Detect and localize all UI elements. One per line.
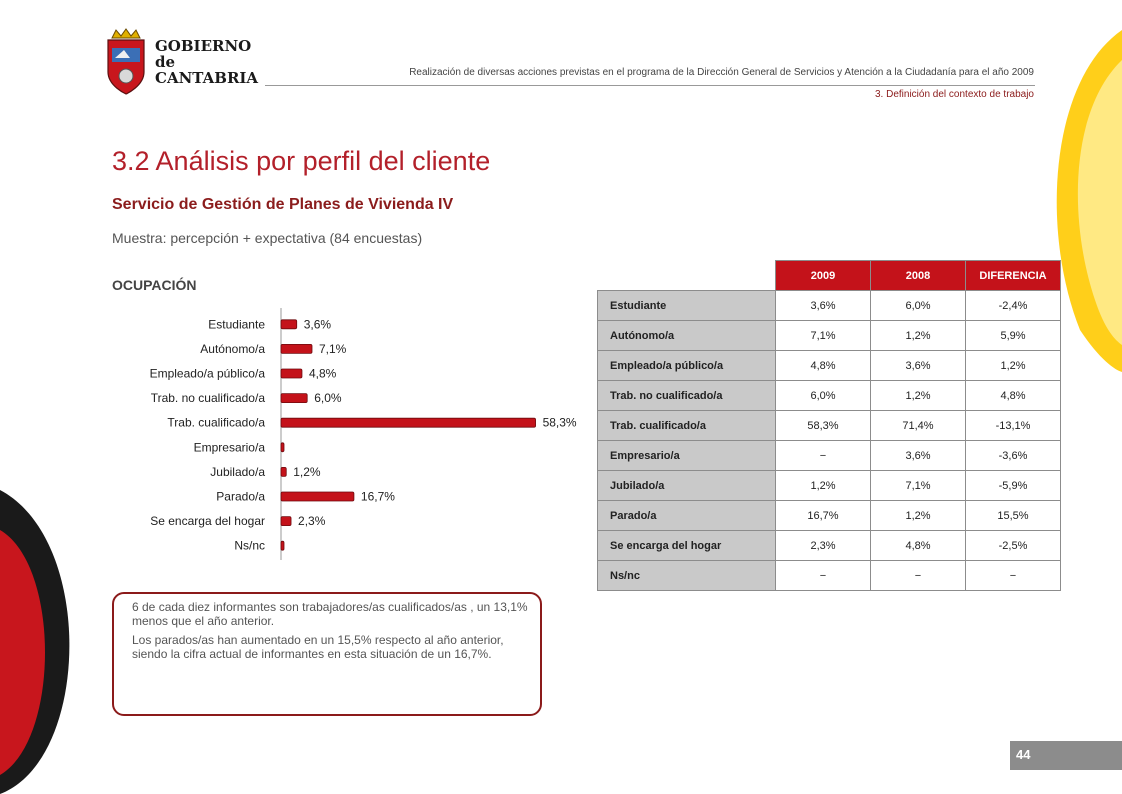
page-number: 44 (1016, 747, 1031, 762)
cell-2009: 7,1% (776, 321, 871, 351)
row-label: Estudiante (598, 291, 776, 321)
cell-difference: -2,5% (966, 531, 1061, 561)
occupation-bar-chart (110, 300, 590, 570)
bar-data-label: 2,3% (298, 514, 326, 529)
comparison-table (597, 260, 1061, 591)
cell-2008: 1,2% (871, 381, 966, 411)
row-label: Se encarga del hogar (598, 531, 776, 561)
cell-difference: -3,6% (966, 441, 1061, 471)
category-label: Jubilado/a (210, 464, 265, 479)
table-row (598, 411, 1061, 441)
row-label: Trab. no cualificado/a (598, 381, 776, 411)
table-header-row (598, 261, 1061, 291)
cell-2008: 1,2% (871, 321, 966, 351)
chart-bar (281, 541, 284, 550)
bar-data-label: 7,1% (319, 341, 347, 356)
table-row (598, 291, 1061, 321)
cell-2009: − (776, 441, 871, 471)
category-label: Se encarga del hogar (150, 514, 265, 529)
table-row (598, 351, 1061, 381)
table-row (598, 561, 1061, 591)
category-label: Ns/nc (234, 538, 265, 553)
logo-line-3: CANTABRIA (155, 69, 259, 87)
cell-2009: − (776, 561, 871, 591)
category-label: Empleado/a público/a (149, 366, 265, 381)
cantabria-coat-of-arms (104, 28, 148, 96)
row-label: Autónomo/a (598, 321, 776, 351)
category-label: Trab. no cualificado/a (150, 391, 265, 406)
cell-difference: 15,5% (966, 501, 1061, 531)
table-row (598, 471, 1061, 501)
bar-data-label: 58,3% (542, 415, 577, 430)
cell-2009: 58,3% (776, 411, 871, 441)
cell-difference: -2,4% (966, 291, 1061, 321)
row-label: Jubilado/a (598, 471, 776, 501)
cell-2008: 7,1% (871, 471, 966, 501)
cell-difference: 1,2% (966, 351, 1061, 381)
table-row (598, 381, 1061, 411)
logo-line-1: GOBIERNO (155, 37, 252, 55)
cell-difference: 5,9% (966, 321, 1061, 351)
cell-difference: 4,8% (966, 381, 1061, 411)
bar-data-label: 1,2% (293, 464, 321, 479)
bar-data-label: 16,7% (360, 489, 395, 504)
column-header-difference: DIFERENCIA (966, 261, 1061, 291)
cell-2009: 16,7% (776, 501, 871, 531)
cell-2008: 1,2% (871, 501, 966, 531)
category-label: Empresario/a (193, 440, 265, 455)
row-label: Empleado/a público/a (598, 351, 776, 381)
column-header-2008: 2008 (871, 261, 966, 291)
header-subtitle: Realización de diversas acciones previstas en el programa de la Dirección General de Servicios y Atención a la Ciudadanía para el año 2009 (409, 67, 1034, 78)
chart-bar (281, 517, 291, 526)
cell-2009: 1,2% (776, 471, 871, 501)
category-label: Estudiante (208, 317, 265, 332)
note-paragraph-2: Los parados/as han aumentado en un 15,5% respecto al año anterior, siendo la cifra actual de informantes en esta situación de un 16,7%. (132, 633, 504, 661)
cell-difference: -13,1% (966, 411, 1061, 441)
summary-note-box (112, 592, 542, 716)
chart-bar (281, 320, 297, 329)
column-header-2009: 2009 (776, 261, 871, 291)
logo-line-2: de (155, 53, 176, 71)
cell-difference: -5,9% (966, 471, 1061, 501)
service-title: Servicio de Gestión de Planes de Vivienda IV (112, 196, 454, 213)
note-paragraph-1: 6 de cada diez informantes son trabajadores/as cualificados/as , un 13,1% menos que el año anterior. (132, 600, 528, 628)
cell-2009: 3,6% (776, 291, 871, 321)
cell-2009: 2,3% (776, 531, 871, 561)
cell-2009: 4,8% (776, 351, 871, 381)
table-row (598, 531, 1061, 561)
table-row (598, 321, 1061, 351)
cell-difference: − (966, 561, 1061, 591)
government-logo-text (155, 38, 258, 86)
table-header-blank (598, 261, 776, 291)
header-divider (265, 85, 1035, 86)
bar-data-label: 4,8% (308, 366, 337, 381)
sample-description: Muestra: percepción + expectativa (84 encuestas) (112, 230, 423, 246)
category-label: Autónomo/a (200, 341, 265, 356)
category-label: Trab. cualificado/a (167, 415, 265, 430)
table-row (598, 441, 1061, 471)
chart-bar (281, 443, 284, 452)
cell-2008: 71,4% (871, 411, 966, 441)
cell-2008: 3,6% (871, 441, 966, 471)
table-row (598, 501, 1061, 531)
category-label: Parado/a (216, 489, 265, 504)
cell-2009: 6,0% (776, 381, 871, 411)
cell-2008: − (871, 561, 966, 591)
chart-bar (281, 394, 307, 403)
row-label: Empresario/a (598, 441, 776, 471)
cell-2008: 4,8% (871, 531, 966, 561)
row-label: Ns/nc (598, 561, 776, 591)
page-title: 3.2 Análisis por perfil del cliente (112, 146, 491, 176)
chart-heading: OCUPACIÓN (112, 277, 197, 293)
cell-2008: 6,0% (871, 291, 966, 321)
chart-bar (281, 418, 536, 427)
cell-2008: 3,6% (871, 351, 966, 381)
section-reference: 3. Definición del contexto de trabajo (875, 89, 1034, 100)
bar-data-label: 6,0% (314, 391, 342, 406)
row-label: Trab. cualificado/a (598, 411, 776, 441)
chart-bar (281, 369, 302, 378)
chart-bar (281, 492, 354, 501)
bar-data-label: 3,6% (303, 317, 332, 332)
chart-bar (281, 344, 312, 353)
chart-bar (281, 467, 286, 476)
row-label: Parado/a (598, 501, 776, 531)
page-number-box (1010, 741, 1122, 770)
